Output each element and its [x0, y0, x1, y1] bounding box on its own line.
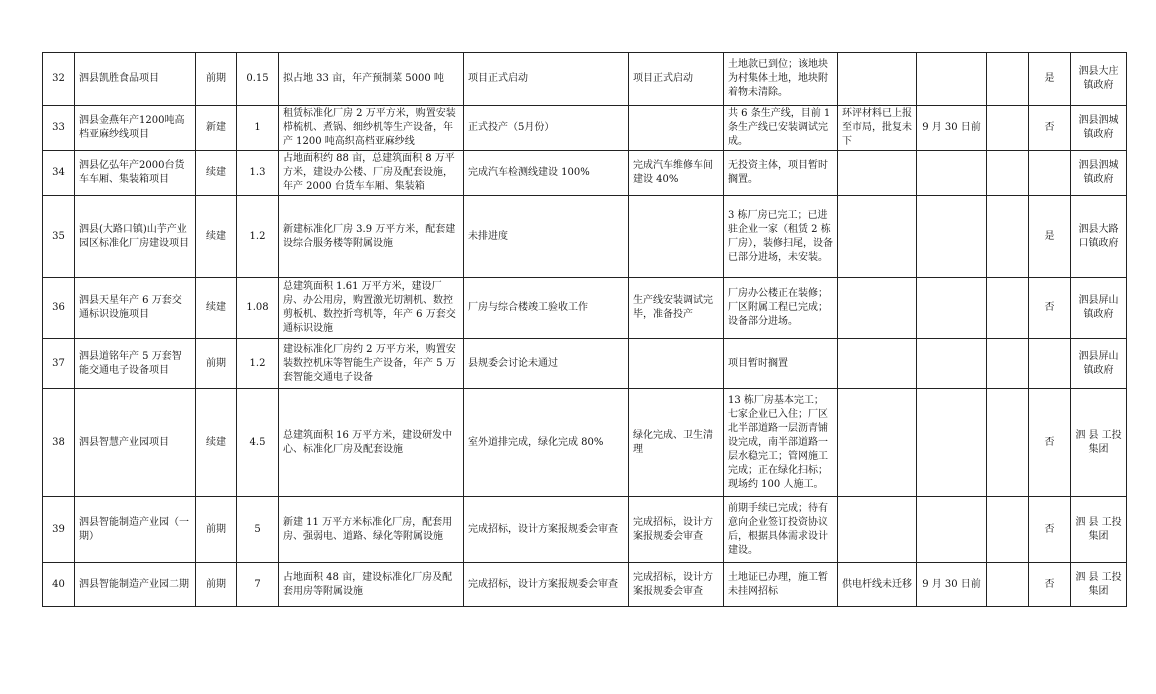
blank-cell: [987, 151, 1029, 196]
row-number: 32: [43, 53, 75, 106]
deadline: 9 月 30 日前: [917, 106, 987, 151]
blank-cell: [987, 106, 1029, 151]
deadline: [917, 196, 987, 278]
row-number: 37: [43, 339, 75, 389]
investment-amount: 4.5: [237, 389, 279, 497]
blank-cell: [987, 563, 1029, 607]
progress-target-a: 厂房与综合楼竣工验收工作: [464, 278, 629, 339]
table-row: [43, 53, 1127, 106]
project-status: 新建: [196, 106, 237, 151]
progress-target-a: 未排进度: [464, 196, 629, 278]
row-number: 36: [43, 278, 75, 339]
project-name: 泗县凯胜食品项目: [75, 53, 196, 106]
investment-amount: 0.15: [237, 53, 279, 106]
project-table: [42, 52, 1127, 607]
table-row: [43, 278, 1127, 339]
blank-cell: [987, 339, 1029, 389]
key-project-flag: [1029, 339, 1071, 389]
row-number: 34: [43, 151, 75, 196]
table-row: [43, 339, 1127, 389]
current-progress: 前期手续已完成；待有意向企业签订投资协议后，根据具体需求设计建设。: [724, 497, 838, 563]
responsible-unit: 泗 县 工投集团: [1071, 497, 1127, 563]
current-progress: 共 6 条生产线，目前 1 条生产线已安装调试完成。: [724, 106, 838, 151]
key-project-flag: 否: [1029, 563, 1071, 607]
existing-issue: [838, 53, 917, 106]
investment-amount: 1.3: [237, 151, 279, 196]
key-project-flag: 否: [1029, 497, 1071, 563]
project-status: 前期: [196, 497, 237, 563]
table-row: [43, 196, 1127, 278]
deadline: [917, 53, 987, 106]
project-name: 泗县金燕年产1200吨高档亚麻纱线项目: [75, 106, 196, 151]
blank-cell: [987, 389, 1029, 497]
project-name: 泗县道铭年产 5 万套智能交通电子设备项目: [75, 339, 196, 389]
construction-content: 租赁标准化厂房 2 万平方米，购置安装栉梳机、煮锅、细纱机等生产设备，年产 1200 吨高织高档亚麻纱线: [279, 106, 464, 151]
investment-amount: 5: [237, 497, 279, 563]
responsible-unit: 泗县屏山镇政府: [1071, 278, 1127, 339]
row-number: 33: [43, 106, 75, 151]
row-number: 35: [43, 196, 75, 278]
progress-target-b: 完成汽车维修车间建设 40%: [629, 151, 724, 196]
table-row: [43, 563, 1127, 607]
project-name: 泗县(大路口镇)山芋产业园区标准化厂房建设项目: [75, 196, 196, 278]
key-project-flag: [1029, 151, 1071, 196]
project-status: 续建: [196, 278, 237, 339]
progress-target-a: 完成招标，设计方案报规委会审查: [464, 563, 629, 607]
blank-cell: [987, 196, 1029, 278]
deadline: [917, 151, 987, 196]
progress-target-a: 室外道排完成，绿化完成 80%: [464, 389, 629, 497]
project-status: 续建: [196, 196, 237, 278]
progress-target-b: 生产线安装调试完毕，准备投产: [629, 278, 724, 339]
responsible-unit: 泗县泗城镇政府: [1071, 151, 1127, 196]
construction-content: 总建筑面积 16 万平方米，建设研发中心、标准化厂房及配套设施: [279, 389, 464, 497]
table-row: [43, 151, 1127, 196]
table-row: [43, 106, 1127, 151]
key-project-flag: 否: [1029, 106, 1071, 151]
key-project-flag: 否: [1029, 389, 1071, 497]
table-row: [43, 497, 1127, 563]
progress-target-a: 正式投产（5月份）: [464, 106, 629, 151]
existing-issue: 供电杆线未迁移: [838, 563, 917, 607]
progress-target-a: 完成招标，设计方案报规委会审查: [464, 497, 629, 563]
construction-content: 总建筑面积 1.61 万平方米，建设厂房、办公用房，购置激光切割机、数控剪板机、数控折弯机等，年产 6 万套交通标识设施: [279, 278, 464, 339]
row-number: 39: [43, 497, 75, 563]
progress-target-b: [629, 106, 724, 151]
current-progress: 3 栋厂房已完工；已进驻企业一家（租赁 2 栋厂房），装修扫尾，设备已部分进场，未安装。: [724, 196, 838, 278]
construction-content: 占地面积约 88 亩，总建筑面积 8 万平方米，建设办公楼、厂房及配套设施，年产 2000 台货车车厢、集装箱: [279, 151, 464, 196]
existing-issue: [838, 389, 917, 497]
current-progress: 土地证已办理，施工暂未挂网招标: [724, 563, 838, 607]
blank-cell: [987, 278, 1029, 339]
row-number: 40: [43, 563, 75, 607]
table-row: [43, 389, 1127, 497]
current-progress: 土地款已到位；该地块为村集体土地，地块附着物未清除。: [724, 53, 838, 106]
deadline: [917, 389, 987, 497]
current-progress: 13 栋厂房基本完工；七家企业已入住；厂区北半部道路一层沥青铺设完成，南半部道路一层水稳完工；管网施工完成；正在绿化扫标；现场约 100 人施工。: [724, 389, 838, 497]
progress-target-a: 完成汽车检测线建设 100%: [464, 151, 629, 196]
current-progress: 项目暂时搁置: [724, 339, 838, 389]
existing-issue: [838, 151, 917, 196]
responsible-unit: 泗 县 工投集团: [1071, 563, 1127, 607]
responsible-unit: 泗县大路口镇政府: [1071, 196, 1127, 278]
blank-cell: [987, 497, 1029, 563]
investment-amount: 1.08: [237, 278, 279, 339]
project-name: 泗县亿弘年产2000台货车车厢、集装箱项目: [75, 151, 196, 196]
construction-content: 新建标准化厂房 3.9 万平方米，配套建设综合服务楼等附属设施: [279, 196, 464, 278]
project-status: 前期: [196, 53, 237, 106]
deadline: [917, 339, 987, 389]
row-number: 38: [43, 389, 75, 497]
progress-target-b: [629, 339, 724, 389]
investment-amount: 1.2: [237, 339, 279, 389]
construction-content: 占地面积 48 亩，建设标准化厂房及配套用房等附属设施: [279, 563, 464, 607]
investment-amount: 7: [237, 563, 279, 607]
current-progress: 厂房办公楼正在装修；厂区附属工程已完成；设备部分进场。: [724, 278, 838, 339]
existing-issue: [838, 339, 917, 389]
responsible-unit: 泗县大庄镇政府: [1071, 53, 1127, 106]
existing-issue: [838, 196, 917, 278]
investment-amount: 1.2: [237, 196, 279, 278]
construction-content: 拟占地 33 亩，年产预制菜 5000 吨: [279, 53, 464, 106]
investment-amount: 1: [237, 106, 279, 151]
deadline: 9 月 30 日前: [917, 563, 987, 607]
project-status: 前期: [196, 339, 237, 389]
project-name: 泗县智慧产业园项目: [75, 389, 196, 497]
construction-content: 新建 11 万平方米标准化厂房，配套用房、强弱电、道路、绿化等附属设施: [279, 497, 464, 563]
project-name: 泗县智能制造产业园二期: [75, 563, 196, 607]
progress-target-b: 项目正式启动: [629, 53, 724, 106]
responsible-unit: 泗县泗城镇政府: [1071, 106, 1127, 151]
progress-target-a: 县规委会讨论未通过: [464, 339, 629, 389]
progress-target-b: 绿化完成、卫生清理: [629, 389, 724, 497]
project-name: 泗县天星年产 6 万套交通标识设施项目: [75, 278, 196, 339]
existing-issue: [838, 278, 917, 339]
deadline: [917, 497, 987, 563]
responsible-unit: 泗县屏山镇政府: [1071, 339, 1127, 389]
project-status: 续建: [196, 151, 237, 196]
deadline: [917, 278, 987, 339]
existing-issue: 环评材料已上报至市局，批复未下: [838, 106, 917, 151]
key-project-flag: 是: [1029, 53, 1071, 106]
construction-content: 建设标准化厂房约 2 万平方米，购置安装数控机床等智能生产设备，年产 5 万套智能交通电子设备: [279, 339, 464, 389]
progress-target-b: 完成招标，设计方案报规委会审查: [629, 563, 724, 607]
responsible-unit: 泗 县 工投集团: [1071, 389, 1127, 497]
progress-target-b: [629, 196, 724, 278]
key-project-flag: 否: [1029, 278, 1071, 339]
project-name: 泗县智能制造产业园（一期）: [75, 497, 196, 563]
current-progress: 无投资主体，项目暂时搁置。: [724, 151, 838, 196]
project-status: 前期: [196, 563, 237, 607]
project-status: 续建: [196, 389, 237, 497]
blank-cell: [987, 53, 1029, 106]
progress-target-b: 完成招标，设计方案报规委会审查: [629, 497, 724, 563]
progress-target-a: 项目正式启动: [464, 53, 629, 106]
existing-issue: [838, 497, 917, 563]
key-project-flag: 是: [1029, 196, 1071, 278]
